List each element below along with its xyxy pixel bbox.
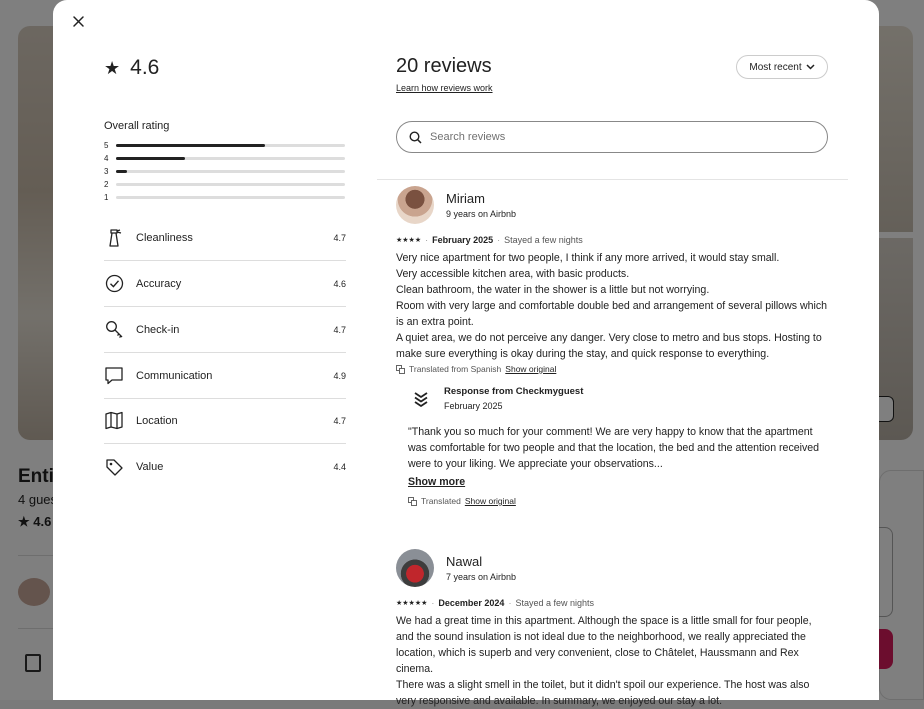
review-item: [396, 548, 828, 709]
category-communication: Communication 4.9: [104, 353, 346, 399]
review-text: Very nice apartment for two people, I think if any more arrived, it would stay small. Very accessible kitchen area, with basic products. Clean bathroom, the water in the shower is a little but not worrying. Room with very large and comfortable double bed and arrangement of several pillows which is an extra point. A quiet area, we do not perceive any danger. Very close to metro and bus stops. Hosting to make sure everything is okay during the stay, and quick response to everything.: [396, 252, 828, 360]
response-text: "Thank you so much for your comment! We are very happy to know that the apartment was comfortable for two people and that the location, the bed and the attention received were to your liking. We appreciate your observations...: [408, 426, 820, 470]
review-date: December 2024: [438, 598, 505, 608]
category-location: Location 4.7: [104, 398, 346, 444]
host-logo: [408, 386, 434, 412]
category-cleanliness: Cleanliness 4.7: [104, 215, 346, 261]
sort-dropdown[interactable]: [736, 55, 828, 79]
learn-how-reviews-work-link[interactable]: Learn how reviews work: [396, 83, 493, 93]
map-icon: [104, 411, 124, 431]
review-stars: ★★★★: [396, 237, 422, 244]
rating-bar: 3: [104, 166, 346, 176]
overall-score: [104, 56, 159, 80]
review-date: February 2025: [432, 235, 494, 245]
category-value: Value 4.4: [104, 444, 346, 490]
reviewer-name[interactable]: Nawal: [446, 554, 483, 569]
close-button[interactable]: [67, 10, 89, 32]
search-reviews-field[interactable]: [396, 121, 828, 153]
rating-bar-fill: [116, 170, 127, 173]
divider: [377, 179, 848, 180]
reviews-count-title: 20 reviews: [396, 55, 492, 77]
translated-label: Translated: [421, 496, 461, 506]
host-response: [408, 386, 828, 506]
chevron-down-icon: [806, 64, 815, 70]
show-more-button[interactable]: Show more: [408, 476, 466, 488]
rating-bar: 4: [104, 153, 346, 163]
star-icon: ★: [104, 57, 121, 78]
review-text: We had a great time in this apartment. Although the space is a little small for four people, and the sound insulation is not ideal due to the neighborhood, we really appreciated the location, which is superb and very convenient, close to Châtelet, Haussmann and Rex cinema. There was a slight smell in the toilet, but it didn't spoil our experience. The host was also very responsive and available. In summary, we enjoyed our stay a lot.: [396, 615, 812, 707]
rating-bar: 5: [104, 140, 346, 150]
rating-bar-fill: [116, 144, 265, 147]
search-input[interactable]: [430, 131, 810, 143]
translated-label: Translated from Spanish: [409, 364, 502, 374]
spray-bottle-icon: [104, 228, 124, 248]
response-from: Response from Checkmyguest: [444, 386, 584, 397]
review-stars: ★★★★★: [396, 600, 428, 607]
category-accuracy: Accuracy 4.6: [104, 261, 346, 307]
reviewer-tenure: 7 years on Airbnb: [446, 572, 517, 582]
review-stay: Stayed a few nights: [504, 235, 583, 245]
reviewer-name[interactable]: Miriam: [446, 191, 485, 206]
rating-bar: 1: [104, 192, 346, 202]
search-icon: [409, 131, 422, 144]
tag-icon: [104, 457, 124, 477]
translate-icon: [396, 365, 405, 374]
show-original-link[interactable]: Show original: [505, 364, 557, 374]
reviewer-tenure: 9 years on Airbnb: [446, 209, 517, 219]
review-stay: Stayed a few nights: [515, 598, 594, 608]
category-checkin: Check-in 4.7: [104, 307, 346, 353]
overall-score-value: 4.6: [130, 56, 160, 79]
translation-note: [396, 364, 828, 374]
show-original-link[interactable]: Show original: [464, 496, 516, 506]
review-meta: ★★★★★ · December 2024 · Stayed a few nights: [396, 598, 594, 608]
avatar[interactable]: [396, 549, 434, 587]
rating-bar: 2: [104, 179, 346, 189]
overall-rating-label: Overall rating: [104, 120, 170, 132]
review-item: [396, 185, 828, 506]
rating-bar-fill: [116, 157, 185, 160]
close-icon: [73, 16, 84, 27]
avatar[interactable]: [396, 186, 434, 224]
check-circle-icon: [104, 274, 124, 294]
response-date: February 2025: [444, 401, 503, 411]
key-icon: [104, 320, 124, 340]
sort-label: Most recent: [749, 61, 802, 73]
review-meta: ★★★★ · February 2025 · Stayed a few nights: [396, 235, 583, 245]
translate-icon: [408, 497, 417, 506]
chat-bubble-icon: [104, 366, 124, 386]
reviews-modal: [53, 0, 879, 707]
translation-note: [408, 496, 828, 506]
